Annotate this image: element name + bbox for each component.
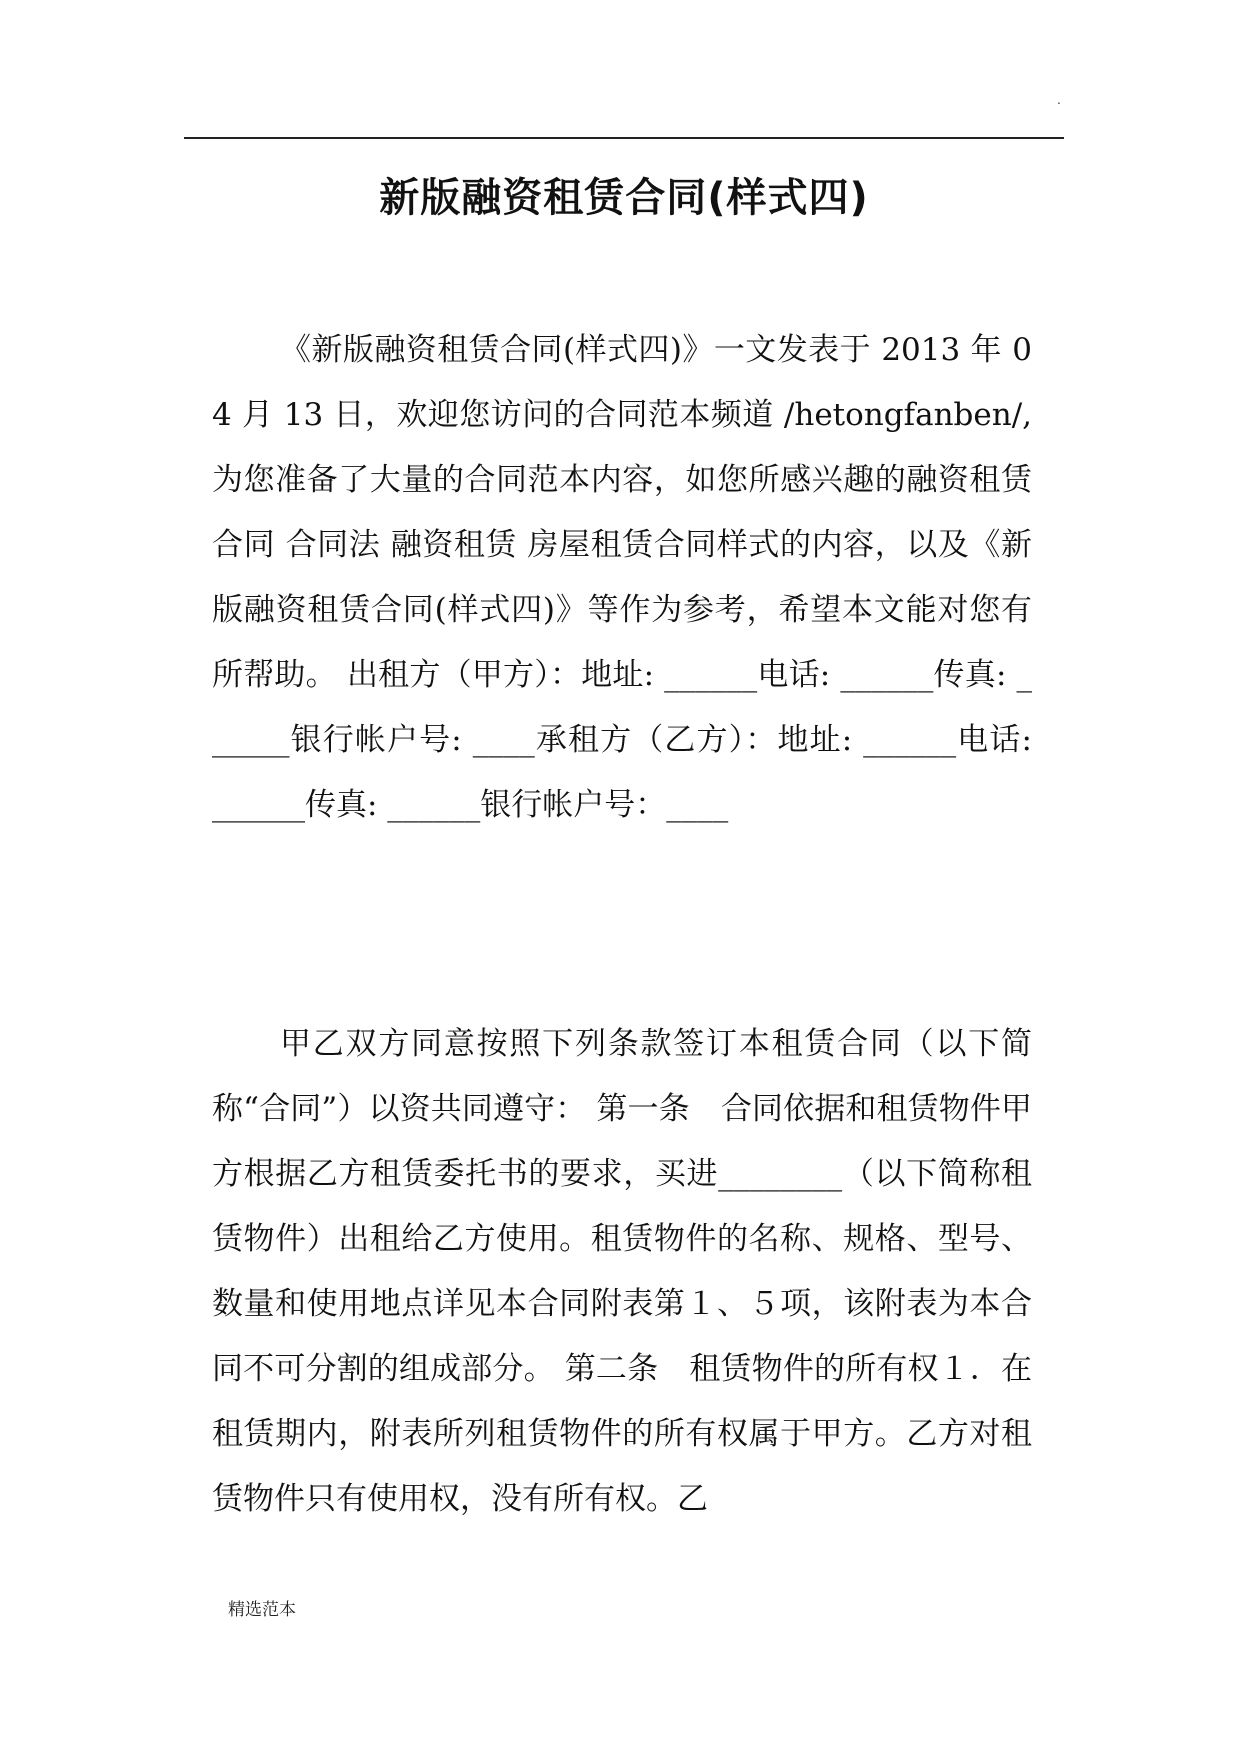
document-title: 新版融资租赁合同(样式四) xyxy=(379,175,869,221)
header-rule xyxy=(184,137,1064,139)
footer-label: 精选范本 xyxy=(228,1600,296,1620)
intro-paragraph: 《新版融资租赁合同(样式四)》一文发表于 2013 年 04 月 13 日，欢迎您访问的合同范本频道 /hetongfanben/,为您准备了大量的合同范本内容，如您所感兴趣的融资租赁合同 合同法 融资租赁 房屋租赁合同样式的内容，以及《新版融资租赁合同(样式四)》等作为参考，希望本文能对您有所帮助。 出租方（甲方）：地址: ______电话: ______传真: ______银行帐户号: ____承租方（乙方）：地址: ______电话: ______传真: ______银行帐户号：____ xyxy=(212,332,1032,823)
corner-mark: . xyxy=(1057,93,1061,107)
contract-paragraph: 甲乙双方同意按照下列条款签订本租赁合同（以下简称“合同”）以资共同遵守： 第一条 合同依据和租赁物件甲方根据乙方租赁委托书的要求，买进________（以下简称租赁物件）出租给乙方使用。租赁物件的名称、规格、型号、数量和使用地点详见本合同附表第１、５项，该附表为本合同不可分割的组成部分。 第二条 租赁物件的所有权１．在租赁期内，附表所列租赁物件的所有权属于甲方。乙方对租赁物件只有使用权，没有所有权。乙 xyxy=(212,1026,1032,1517)
